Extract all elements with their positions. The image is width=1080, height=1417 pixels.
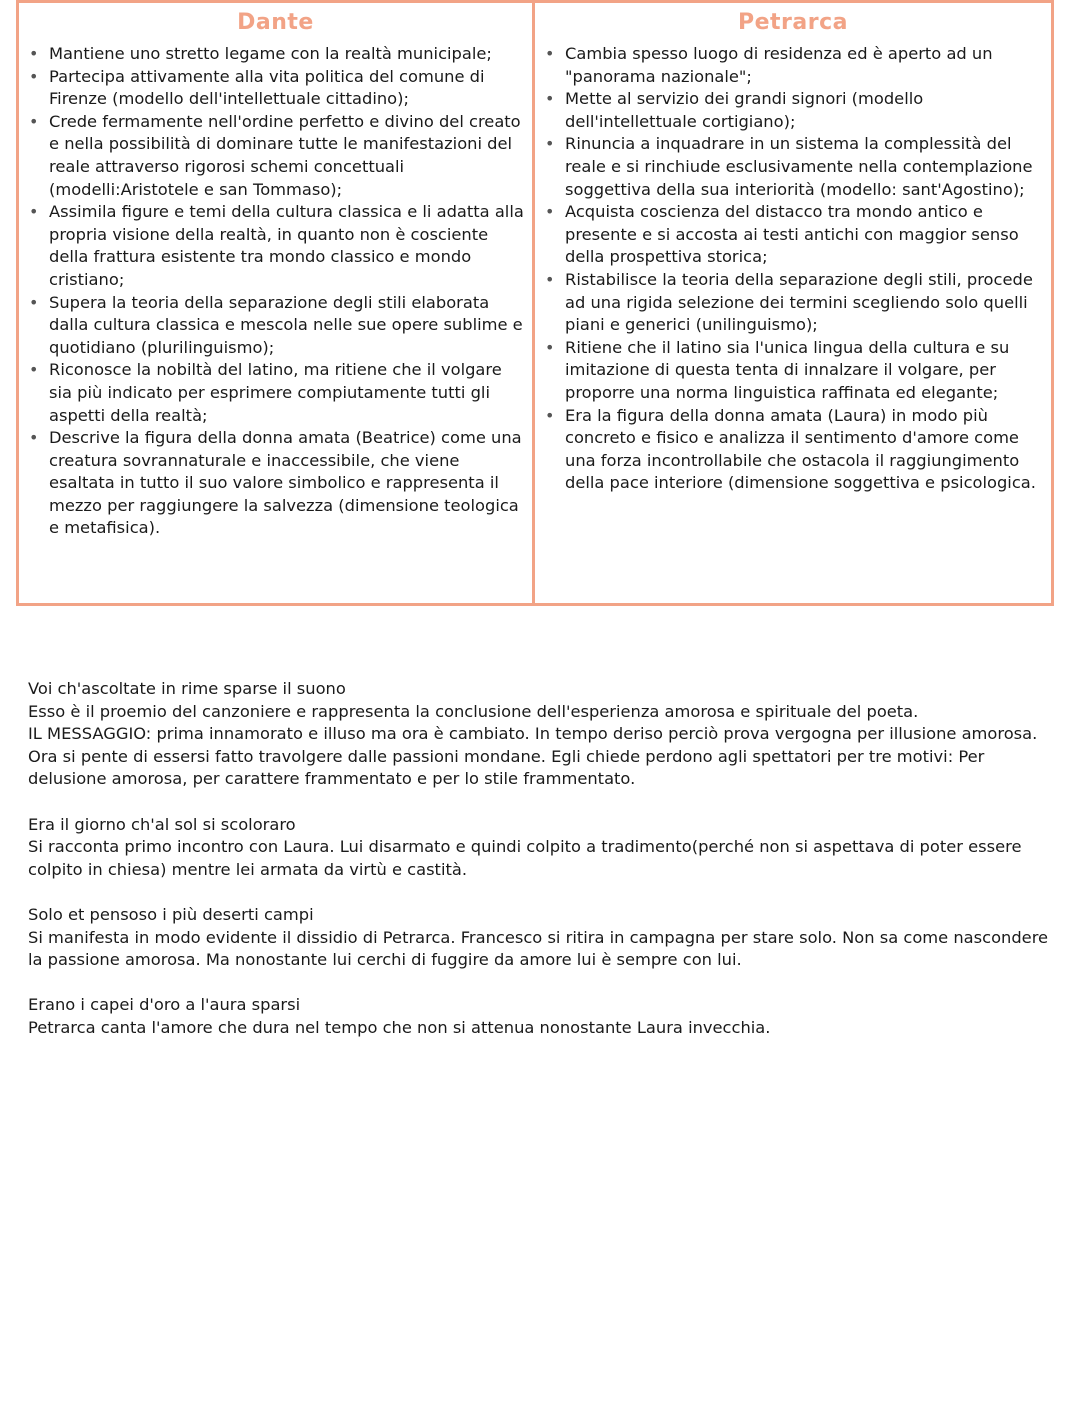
note-message [28, 723, 1053, 791]
dante-point: • Supera la teoria della separazione degli stili elaborata dalla cultura classica e mescola nelle sue opere sublime e quotidiano (plurilinguismo); [27, 292, 524, 360]
petrarca-point: • Ritiene che il latino sia l'unica lingua della cultura e su imitazione di questa tenta di innalzare il volgare, per proporre una norma linguistica raffinata ed elegante; [543, 337, 1043, 405]
petrarca-point: • Acquista coscienza del distacco tra mondo antico e presente e si accosta ai testi antichi con maggior senso della prospettiva storica; [543, 201, 1043, 269]
note-erano-i-capei [28, 994, 1053, 1039]
dante-point: • Crede fermamente nell'ordine perfetto e divino del creato e nella possibilità di dominare tutte le manifestazioni del reale attraverso rigorosi schemi concettuali (modelli:Aristotele e san Tommaso); [27, 111, 524, 201]
petrarca-heading: Petrarca [738, 10, 848, 35]
note-title: Erano i capei d'oro a l'aura sparsi [28, 995, 301, 1015]
note-title: Voi ch'ascoltate in rime sparse il suono [28, 679, 346, 698]
note-body: Petrarca canta l'amore che dura nel tempo che non si attenua nonostante Laura invecchia. [28, 1017, 771, 1037]
dante-point: • Assimila figure e temi della cultura classica e li adatta alla propria visione della realtà, in quanto non è cosciente della frattura esistente tra mondo classico e mondo cristiano; [27, 201, 524, 291]
dante-column [19, 3, 535, 603]
petrarca-point: • Ristabilisce la teoria della separazione degli stili, procede ad una rigida selezione dei termini scegliendo solo quelli piani e generici (unilinguismo); [543, 269, 1043, 337]
petrarca-point: • Rinuncia a inquadrare in un sistema la complessità del reale e si rinchiude esclusivamente nella contemplazione soggettiva della sua interiorità (modello: sant'Agostino); [543, 133, 1043, 201]
petrarca-point: • Mette al servizio dei grandi signori (modello dell'intellettuale cortigiano); [543, 88, 1043, 133]
poem-notes [28, 678, 1053, 1062]
dante-point: • Partecipa attivamente alla vita politica del comune di Firenze (modello dell'intellettuale cittadino); [27, 66, 524, 111]
note-title: Solo et pensoso i più deserti campi [28, 904, 314, 924]
dante-point: • Mantiene uno stretto legame con la realtà municipale; [27, 43, 524, 66]
note-title: Era il giorno ch'al sol si scoloraro [28, 814, 296, 834]
note-body: Esso è il proemio del canzoniere e rappresenta la conclusione dell'esperienza amorosa e spirituale del poeta. [28, 701, 919, 721]
dante-point: • Riconosce la nobiltà del latino, ma ritiene che il volgare sia più indicato per esprimere compiutamente tutti gli aspetti della realtà; [27, 359, 524, 427]
note-body: Si manifesta in modo evidente il dissidio di Petrarca. Francesco si ritira in campagna per stare solo. Non sa come nascondere la passione amorosa. Ma nonostante lui cerchi di fuggire da amore lui è sempre con lui. [28, 927, 1049, 970]
note-body: Si racconta primo incontro con Laura. Lui disarmato e quindi colpito a tradimento(perché non si aspettava di poter essere colpito in chiesa) mentre lei armata da virtù e castità. [28, 837, 1022, 879]
petrarca-column [535, 3, 1051, 603]
dante-point: • Descrive la figura della donna amata (Beatrice) come una creatura sovrannaturale e inaccessibile, che viene esaltata in tutto il suo valore simbolico e rappresenta il mezzo per raggiungere la salvezza (dimensione teologica e metafisica). [27, 427, 524, 540]
message-text: prima innamorato e illuso ma ora è cambiato. In tempo deriso perciò prova vergogna per illusione amorosa. Ora si pente di essersi fatto travolgere dalle passioni mondane. Egli chiede perdono agli spettatori per tre motivi: Per delusione amorosa, per carattere frammentato e per lo stile frammentato. [28, 724, 1038, 789]
dante-points-list [27, 43, 524, 540]
note-voi-chascoltate [28, 678, 1053, 791]
dante-heading: Dante [237, 10, 314, 35]
comparison-table [16, 0, 1054, 606]
message-label: IL MESSAGGIO: [28, 724, 152, 744]
petrarca-points-list [543, 43, 1043, 495]
note-solo-et-pensoso [28, 904, 1053, 972]
petrarca-point: • Cambia spesso luogo di residenza ed è aperto ad un "panorama nazionale"; [543, 43, 1043, 88]
note-era-il-giorno [28, 814, 1053, 882]
petrarca-point: • Era la figura della donna amata (Laura) in modo più concreto e fisico e analizza il sentimento d'amore come una forza incontrollabile che ostacola il raggiungimento della pace interiore (dimensione soggettiva e psicologica. [543, 405, 1043, 495]
